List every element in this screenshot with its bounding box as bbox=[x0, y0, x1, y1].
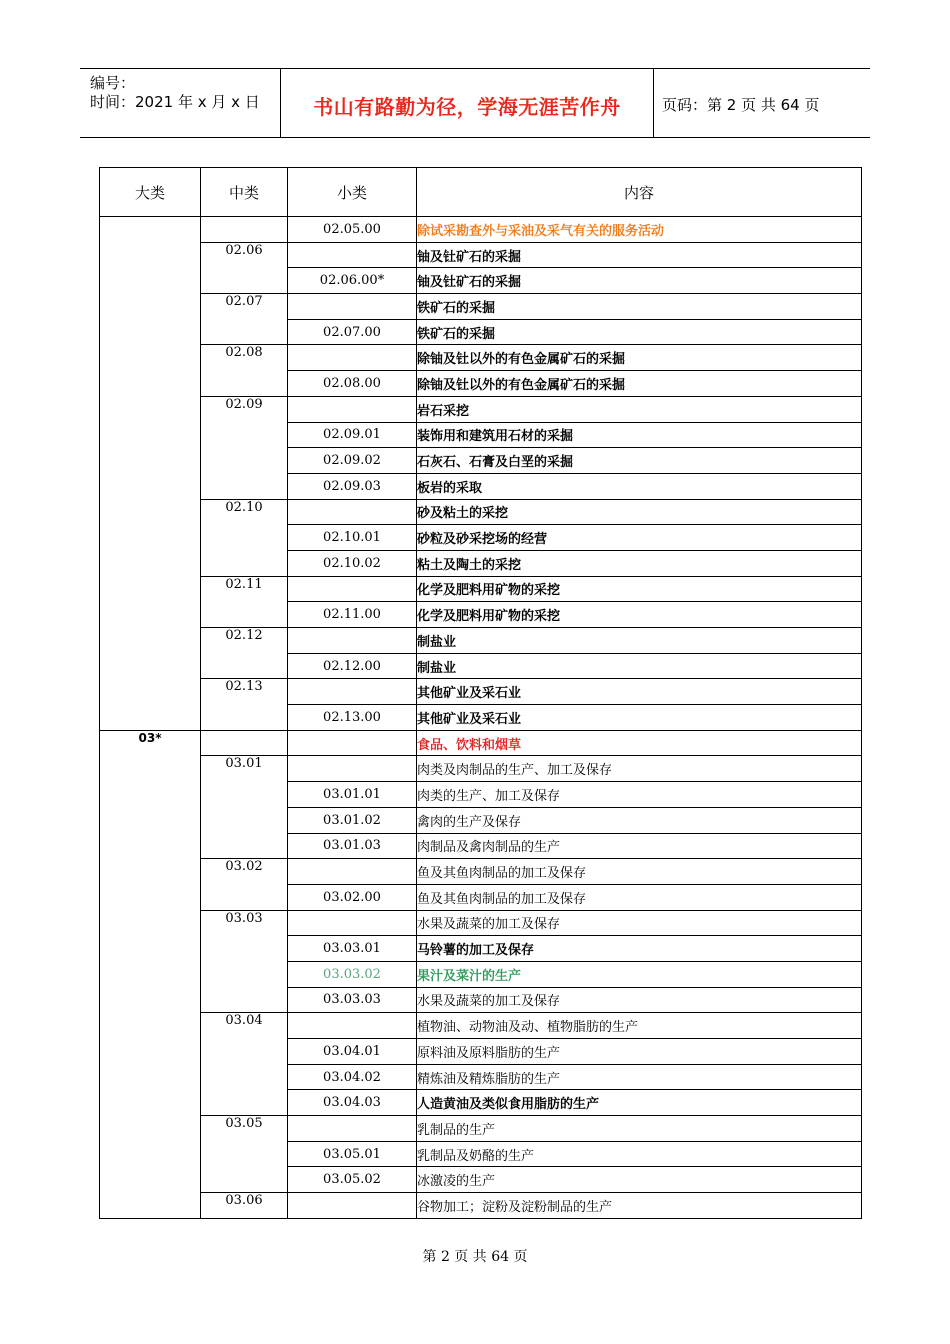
content-cell: 冰激凌的生产 bbox=[417, 1167, 862, 1193]
minor-code-cell bbox=[288, 1116, 417, 1142]
table-row bbox=[100, 1013, 862, 1039]
middle-category-cell: 02.11 bbox=[201, 576, 288, 627]
minor-code-cell: 02.05.00 bbox=[288, 217, 417, 243]
minor-code-cell: 02.06.00* bbox=[288, 268, 417, 294]
content-cell: 食品、饮料和烟草 bbox=[417, 730, 862, 756]
middle-category-cell: 03.05 bbox=[201, 1116, 288, 1193]
table-row bbox=[100, 499, 862, 525]
middle-category-cell bbox=[201, 730, 288, 756]
table-row bbox=[100, 730, 862, 756]
middle-category-cell: 03.03 bbox=[201, 910, 288, 1013]
table-header-row bbox=[100, 168, 862, 217]
middle-category-cell: 02.10 bbox=[201, 499, 288, 576]
content-cell: 鱼及其鱼肉制品的加工及保存 bbox=[417, 859, 862, 885]
content-cell: 精炼油及精炼脂肪的生产 bbox=[417, 1064, 862, 1090]
content-cell: 铀及钍矿石的采掘 bbox=[417, 242, 862, 268]
header-meta bbox=[80, 69, 281, 137]
content-cell: 铁矿石的采掘 bbox=[417, 319, 862, 345]
content-cell: 乳制品及奶酪的生产 bbox=[417, 1141, 862, 1167]
table-row bbox=[100, 576, 862, 602]
middle-category-cell: 03.04 bbox=[201, 1013, 288, 1116]
minor-code-cell bbox=[288, 756, 417, 782]
middle-category-cell bbox=[201, 217, 288, 243]
minor-code-cell: 03.04.01 bbox=[288, 1039, 417, 1065]
minor-code-cell bbox=[288, 628, 417, 654]
minor-code-cell bbox=[288, 396, 417, 422]
header-motto bbox=[281, 69, 654, 137]
minor-code-cell: 02.12.00 bbox=[288, 653, 417, 679]
minor-code-cell: 02.09.01 bbox=[288, 422, 417, 448]
minor-code-cell bbox=[288, 499, 417, 525]
content-cell: 铀及钍矿石的采掘 bbox=[417, 268, 862, 294]
number-label: 编号： bbox=[90, 74, 136, 92]
minor-code-cell: 03.03.02 bbox=[288, 961, 417, 987]
minor-code-cell bbox=[288, 730, 417, 756]
minor-code-cell: 02.07.00 bbox=[288, 319, 417, 345]
table-row bbox=[100, 242, 862, 268]
table-row bbox=[100, 294, 862, 320]
content-cell: 乳制品的生产 bbox=[417, 1116, 862, 1142]
middle-category-cell: 03.01 bbox=[201, 756, 288, 859]
column-header-minor: 小类 bbox=[288, 168, 417, 217]
page-code-text: 页码：第 2 页 共 64 页 bbox=[662, 96, 820, 114]
content-cell: 肉制品及禽肉制品的生产 bbox=[417, 833, 862, 859]
minor-code-cell bbox=[288, 679, 417, 705]
middle-category-cell: 03.02 bbox=[201, 859, 288, 910]
content-cell: 制盐业 bbox=[417, 653, 862, 679]
minor-code-cell bbox=[288, 1013, 417, 1039]
content-cell: 谷物加工；淀粉及淀粉制品的生产 bbox=[417, 1193, 862, 1219]
table-row bbox=[100, 1116, 862, 1142]
header-page-code bbox=[654, 69, 870, 137]
table-row bbox=[100, 756, 862, 782]
minor-code-cell: 03.03.03 bbox=[288, 987, 417, 1013]
content-cell: 肉类的生产、加工及保存 bbox=[417, 782, 862, 808]
content-cell: 水果及蔬菜的加工及保存 bbox=[417, 910, 862, 936]
table-row bbox=[100, 628, 862, 654]
content-cell: 岩石采挖 bbox=[417, 396, 862, 422]
minor-code-cell: 02.08.00 bbox=[288, 371, 417, 397]
content-cell: 鱼及其鱼肉制品的加工及保存 bbox=[417, 884, 862, 910]
minor-code-cell bbox=[288, 910, 417, 936]
content-cell: 肉类及肉制品的生产、加工及保存 bbox=[417, 756, 862, 782]
table-row bbox=[100, 1193, 862, 1219]
content-cell: 其他矿业及采石业 bbox=[417, 679, 862, 705]
content-cell: 果汁及菜汁的生产 bbox=[417, 961, 862, 987]
table-row bbox=[100, 910, 862, 936]
content-cell: 马铃薯的加工及保存 bbox=[417, 936, 862, 962]
minor-code-cell: 02.10.02 bbox=[288, 550, 417, 576]
content-cell: 其他矿业及采石业 bbox=[417, 705, 862, 731]
table-row bbox=[100, 859, 862, 885]
minor-code-cell: 03.05.01 bbox=[288, 1141, 417, 1167]
content-cell: 水果及蔬菜的加工及保存 bbox=[417, 987, 862, 1013]
content-cell: 化学及肥料用矿物的采挖 bbox=[417, 602, 862, 628]
time-label: 时间：2021 年 x 月 x 日 bbox=[90, 93, 260, 111]
minor-code-cell bbox=[288, 1193, 417, 1219]
minor-code-cell: 03.01.01 bbox=[288, 782, 417, 808]
content-cell: 人造黄油及类似食用脂肪的生产 bbox=[417, 1090, 862, 1116]
content-cell: 板岩的采取 bbox=[417, 473, 862, 499]
content-cell: 砂及粘土的采挖 bbox=[417, 499, 862, 525]
content-cell: 除铀及钍以外的有色金属矿石的采掘 bbox=[417, 371, 862, 397]
major-category-cell bbox=[100, 217, 201, 731]
middle-category-cell: 03.06 bbox=[201, 1193, 288, 1219]
content-cell: 石灰石、石膏及白垩的采掘 bbox=[417, 448, 862, 474]
table-row bbox=[100, 679, 862, 705]
middle-category-cell: 02.06 bbox=[201, 242, 288, 293]
minor-code-cell: 02.11.00 bbox=[288, 602, 417, 628]
content-cell: 化学及肥料用矿物的采挖 bbox=[417, 576, 862, 602]
minor-code-cell bbox=[288, 294, 417, 320]
content-cell: 除试采勘查外与采油及采气有关的服务活动 bbox=[417, 217, 862, 243]
content-cell: 除铀及钍以外的有色金属矿石的采掘 bbox=[417, 345, 862, 371]
table-row bbox=[100, 345, 862, 371]
minor-code-cell: 02.13.00 bbox=[288, 705, 417, 731]
middle-category-cell: 02.07 bbox=[201, 294, 288, 345]
content-cell: 制盐业 bbox=[417, 628, 862, 654]
column-header-middle: 中类 bbox=[201, 168, 288, 217]
minor-code-cell bbox=[288, 345, 417, 371]
content-cell: 砂粒及砂采挖场的经营 bbox=[417, 525, 862, 551]
minor-code-cell: 03.02.00 bbox=[288, 884, 417, 910]
motto-text: 书山有路勤为径，学海无涯苦作舟 bbox=[313, 95, 621, 119]
classification-table bbox=[99, 167, 862, 1219]
middle-category-cell: 02.12 bbox=[201, 628, 288, 679]
minor-code-cell: 03.04.02 bbox=[288, 1064, 417, 1090]
major-category-cell: 03* bbox=[100, 730, 201, 1218]
page-footer: 第 2 页 共 64 页 bbox=[422, 1249, 528, 1265]
table-row bbox=[100, 396, 862, 422]
column-header-content: 内容 bbox=[417, 168, 862, 217]
content-cell: 装饰用和建筑用石材的采掘 bbox=[417, 422, 862, 448]
minor-code-cell: 02.09.03 bbox=[288, 473, 417, 499]
middle-category-cell: 02.09 bbox=[201, 396, 288, 499]
content-cell: 原料油及原料脂肪的生产 bbox=[417, 1039, 862, 1065]
minor-code-cell: 03.01.02 bbox=[288, 807, 417, 833]
minor-code-cell bbox=[288, 242, 417, 268]
minor-code-cell: 02.09.02 bbox=[288, 448, 417, 474]
column-header-major: 大类 bbox=[100, 168, 201, 217]
minor-code-cell: 03.03.01 bbox=[288, 936, 417, 962]
minor-code-cell: 02.10.01 bbox=[288, 525, 417, 551]
minor-code-cell bbox=[288, 859, 417, 885]
minor-code-cell: 03.01.03 bbox=[288, 833, 417, 859]
page-header bbox=[80, 68, 870, 138]
minor-code-cell: 03.04.03 bbox=[288, 1090, 417, 1116]
content-cell: 粘土及陶土的采挖 bbox=[417, 550, 862, 576]
content-cell: 铁矿石的采掘 bbox=[417, 294, 862, 320]
minor-code-cell bbox=[288, 576, 417, 602]
table-row bbox=[100, 217, 862, 243]
minor-code-cell: 03.05.02 bbox=[288, 1167, 417, 1193]
middle-category-cell: 02.13 bbox=[201, 679, 288, 730]
content-cell: 植物油、动物油及动、植物脂肪的生产 bbox=[417, 1013, 862, 1039]
middle-category-cell: 02.08 bbox=[201, 345, 288, 396]
content-cell: 禽肉的生产及保存 bbox=[417, 807, 862, 833]
